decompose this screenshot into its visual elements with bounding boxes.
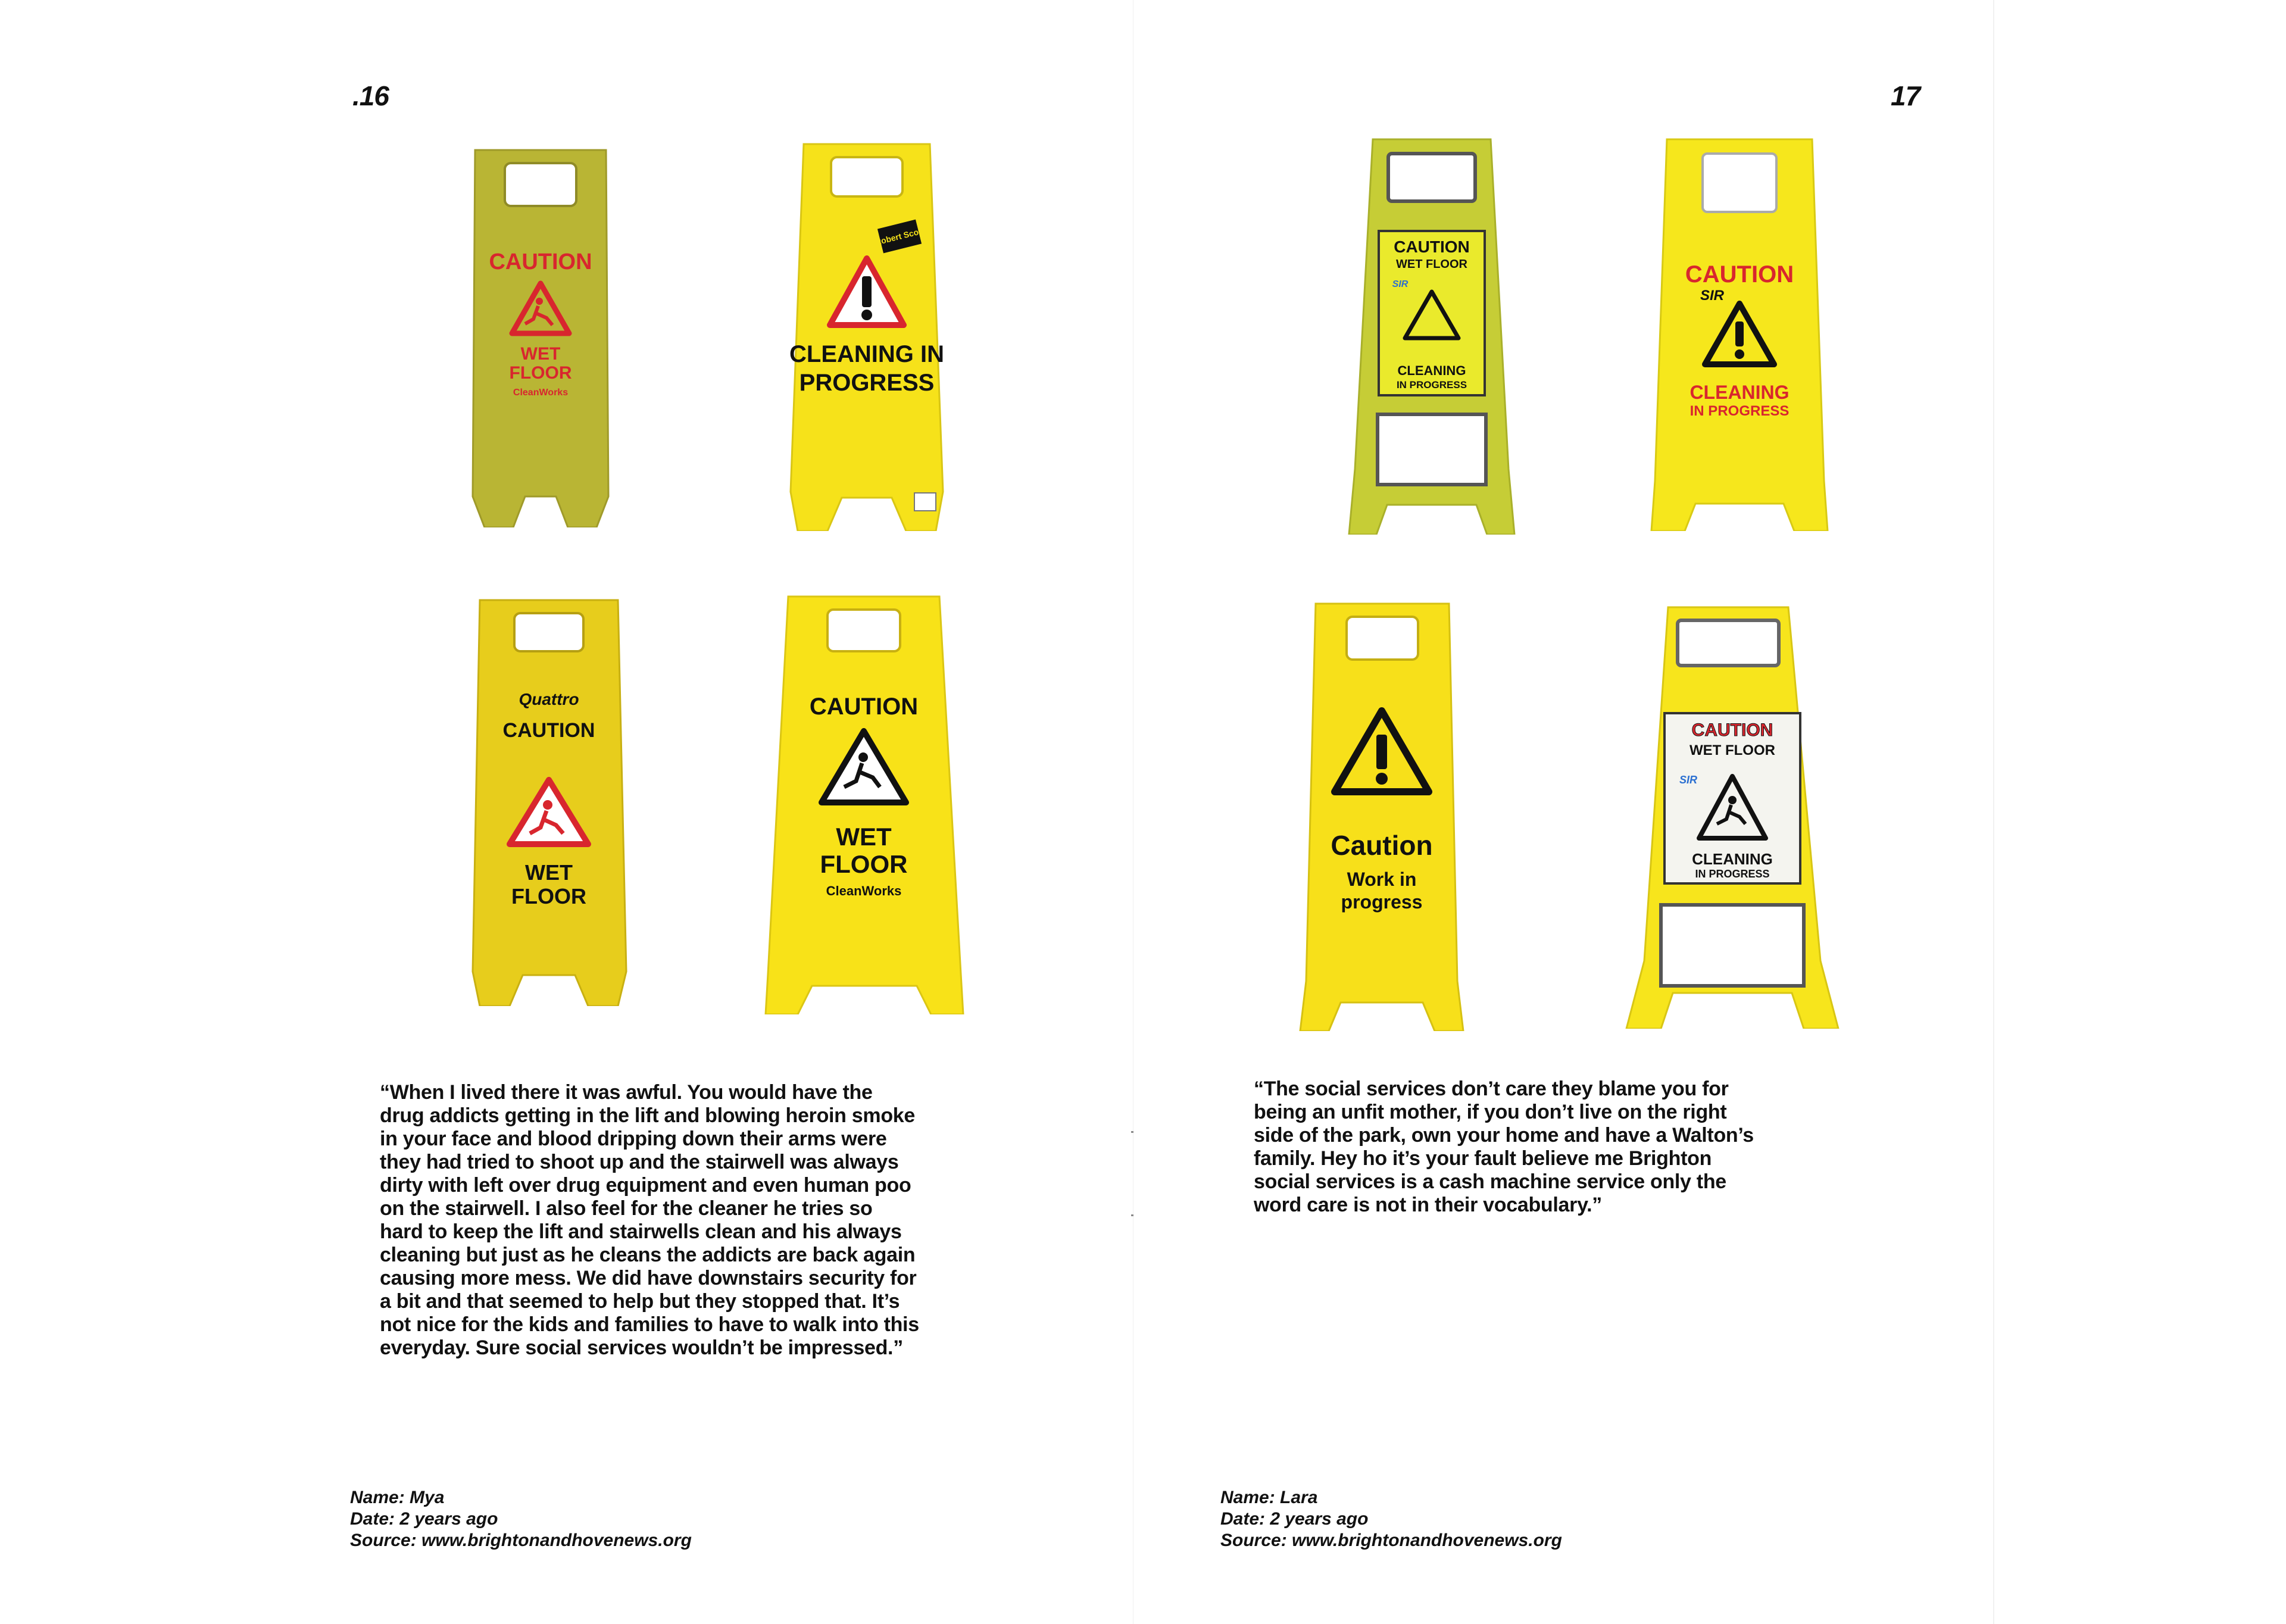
svg-text:CLEANING: CLEANING [1397, 363, 1466, 378]
attribution-date: Date: 2 years ago [350, 1509, 498, 1529]
attribution [350, 1487, 692, 1551]
svg-text:CleanWorks: CleanWorks [826, 883, 902, 898]
svg-text:SIR: SIR [1700, 288, 1725, 304]
svg-text:CAUTION: CAUTION [809, 694, 919, 720]
page-number: 17 [1891, 80, 1920, 111]
svg-text:CAUTION: CAUTION [502, 719, 595, 742]
quote-text: “The social services don’t care they blame you for being an unfit mother, if you don’t live on the right side of the park, own your home and have a Walton’s family. Hey ho it’s your fault believe me Brighton social services is a cash machine service only the word care is not in their vocabulary.” [1254, 1078, 1754, 1216]
svg-text:FLOOR: FLOOR [820, 850, 908, 878]
attribution-source: Source: www.brightonandhovenews.org [1220, 1531, 1562, 1550]
svg-text:CLEANING: CLEANING [1689, 382, 1790, 403]
left-page [0, 0, 1133, 1624]
svg-text:FLOOR: FLOOR [511, 884, 586, 908]
quote-text: “When I lived there it was awful. You would have the drug addicts getting in the lift and blowing heroin smoke in your face and blood dripping down their arms were they had tried to shoot up and the stairwell was always dirty with left over drug equipment and even human poo on the stairwell. I also feel for the cleaner he tries so hard to keep the lift and stairwells clean and his always cleaning but just as he cleans the addicts are back again causing more mess. We did have downstairs security for a bit and that seemed to help but they stopped that. It’s not nice for the kids and families to have to walk into this everyday. Sure social services wouldn’t be impressed.” [380, 1081, 919, 1359]
svg-text:CAUTION: CAUTION [1685, 261, 1794, 288]
svg-text:IN PROGRESS: IN PROGRESS [1396, 379, 1467, 391]
right-page [1133, 0, 2286, 1624]
quattro-logo: Quattro [519, 690, 579, 708]
svg-text:SIR: SIR [1392, 279, 1409, 289]
svg-text:FLOOR: FLOOR [509, 363, 572, 383]
sign-caution-text: CAUTION [489, 249, 592, 274]
wet-floor-sign-photo [761, 593, 967, 1014]
page-number: .16 [352, 80, 389, 111]
svg-text:IN PROGRESS: IN PROGRESS [1695, 868, 1770, 880]
svg-text:WET FLOOR: WET FLOOR [1396, 258, 1467, 271]
svg-text:Work in: Work in [1347, 869, 1417, 890]
robert-scott-badge: Robert Scott [874, 226, 925, 247]
svg-text:CleanWorks: CleanWorks [513, 388, 569, 398]
page-edge [1993, 0, 1994, 1624]
svg-text:CAUTION: CAUTION [1394, 238, 1470, 256]
svg-text:CLEANING: CLEANING [1692, 850, 1773, 868]
svg-text:Caution: Caution [1331, 830, 1433, 861]
attribution-name: Name: Lara [1220, 1488, 1318, 1507]
svg-text:WET: WET [520, 344, 561, 364]
svg-text:CAUTION: CAUTION [1691, 720, 1773, 740]
wet-floor-sign-photo [463, 145, 618, 527]
svg-text:WET: WET [836, 823, 892, 851]
wet-floor-sign-photo [1622, 604, 1843, 1029]
cleaning-in-progress-sign-photo [787, 140, 947, 531]
attribution [1220, 1487, 1562, 1551]
attribution-date: Date: 2 years ago [1220, 1509, 1369, 1529]
svg-text:IN PROGRESS: IN PROGRESS [1689, 403, 1790, 419]
attribution-name: Name: Mya [350, 1488, 445, 1507]
svg-text:progress: progress [1341, 891, 1423, 913]
svg-text:WET: WET [525, 860, 573, 885]
svg-text:WET FLOOR: WET FLOOR [1689, 742, 1775, 758]
cleaning-in-progress-sign-photo [1645, 136, 1834, 531]
attribution-source: Source: www.brightonandhovenews.org [350, 1531, 692, 1550]
wet-floor-sign-photo [467, 596, 631, 1006]
caution-work-in-progress-sign-photo [1297, 600, 1467, 1031]
svg-text:PROGRESS: PROGRESS [799, 370, 935, 396]
svg-text:SIR: SIR [1679, 774, 1698, 786]
wet-floor-sign-photo [1345, 136, 1518, 535]
svg-text:CLEANING IN: CLEANING IN [789, 341, 944, 367]
